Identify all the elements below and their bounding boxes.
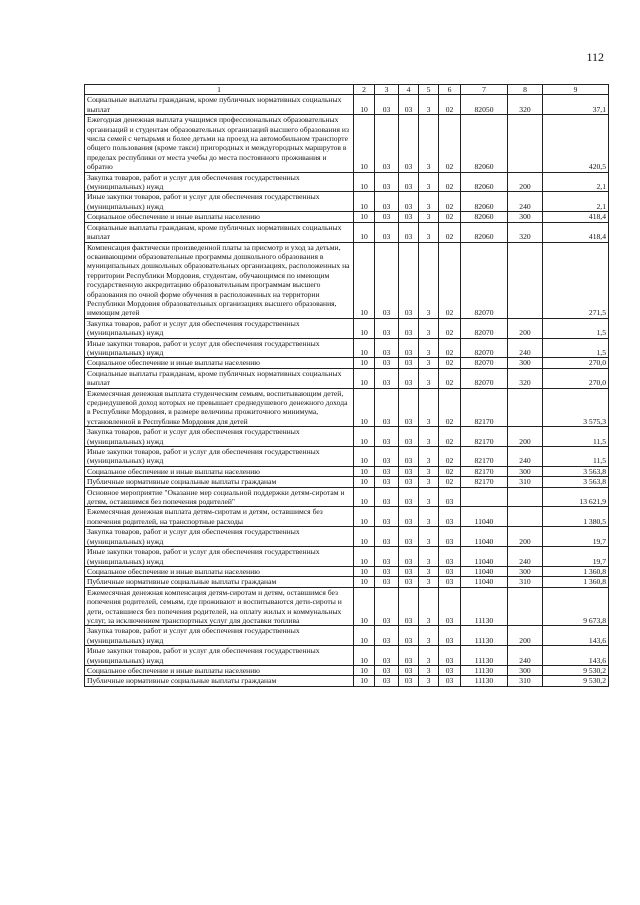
page-number: 112 xyxy=(586,50,604,64)
section-code-cell: 10 xyxy=(354,368,375,388)
section-code-cell: 10 xyxy=(354,587,375,626)
amount-cell: 9 530,2 xyxy=(543,676,609,686)
program-code-cell: 03 xyxy=(399,676,419,686)
amount-cell: 19,7 xyxy=(543,547,609,567)
program-code-cell: 03 xyxy=(399,388,419,427)
row-name-cell: Закупка товаров, работ и услуг для обеспечения государственных (муниципальных) нужд xyxy=(85,427,354,447)
direction-code-cell: 82060 xyxy=(461,115,508,172)
expense-type-code-cell: 200 xyxy=(508,318,543,338)
amount-cell: 1 360,8 xyxy=(543,577,609,587)
amount-cell: 3 563,8 xyxy=(543,466,609,476)
section-code-cell: 10 xyxy=(354,665,375,675)
row-name-cell: Социальное обеспечение и иные выплаты населению xyxy=(85,212,354,222)
section-code-cell: 10 xyxy=(354,192,375,212)
subprogram-code-cell: 3 xyxy=(419,115,439,172)
table-row xyxy=(85,477,609,487)
direction-code-cell: 11040 xyxy=(461,527,508,547)
table-row xyxy=(85,222,609,242)
budget-table xyxy=(84,84,609,687)
subprogram-code-cell: 3 xyxy=(419,95,439,115)
direction-code-cell: 11130 xyxy=(461,665,508,675)
program-code-cell: 03 xyxy=(399,507,419,527)
program-code-cell: 03 xyxy=(399,115,419,172)
direction-code-cell: 82170 xyxy=(461,447,508,467)
row-name-cell: Иные закупки товаров, работ и услуг для обеспечения государственных (муниципальных) нужд xyxy=(85,338,354,358)
subsection-code-cell: 03 xyxy=(375,447,399,467)
subprogram-code-cell: 3 xyxy=(419,676,439,686)
direction-code-cell: 82070 xyxy=(461,368,508,388)
program-code-cell: 03 xyxy=(399,577,419,587)
activity-code-cell: 03 xyxy=(439,577,461,587)
expense-type-code-cell xyxy=(508,507,543,527)
amount-cell: 1,5 xyxy=(543,338,609,358)
table-row xyxy=(85,427,609,447)
section-code-cell: 10 xyxy=(354,547,375,567)
expense-type-code-cell xyxy=(508,115,543,172)
expense-type-code-cell: 200 xyxy=(508,427,543,447)
subsection-code-cell: 03 xyxy=(375,626,399,646)
amount-cell: 2,1 xyxy=(543,172,609,192)
row-name-cell: Закупка товаров, работ и услуг для обеспечения государственных (муниципальных) нужд xyxy=(85,318,354,338)
section-code-cell: 10 xyxy=(354,676,375,686)
expense-type-code-cell: 310 xyxy=(508,676,543,686)
section-code-cell: 10 xyxy=(354,242,375,318)
amount-cell: 420,5 xyxy=(543,115,609,172)
subsection-code-cell: 03 xyxy=(375,222,399,242)
row-name-cell: Иные закупки товаров, работ и услуг для обеспечения государственных (муниципальных) нужд xyxy=(85,646,354,666)
row-name-cell: Компенсация фактически произведенной платы за присмотр и уход за детьми, осваивающими образовательные программы дошкольного образования в муниципальных дошкольных образовательных организациях, расположенных на территории Республики Мордовия, студентам, обучающимся по имеющим государственную аккредитацию образовательным программам высшего образования по очной форме обучения в расположенных на территории Республики Мордовия образовательных организациях высшего образования, имеющим детей xyxy=(85,242,354,318)
subprogram-code-cell: 3 xyxy=(419,477,439,487)
activity-code-cell: 03 xyxy=(439,665,461,675)
subsection-code-cell: 03 xyxy=(375,115,399,172)
amount-cell: 271,5 xyxy=(543,242,609,318)
direction-code-cell: 11130 xyxy=(461,676,508,686)
program-code-cell: 03 xyxy=(399,192,419,212)
program-code-cell: 03 xyxy=(399,626,419,646)
table-row xyxy=(85,318,609,338)
table-row xyxy=(85,527,609,547)
program-code-cell: 03 xyxy=(399,646,419,666)
table-row xyxy=(85,487,609,507)
subprogram-code-cell: 3 xyxy=(419,587,439,626)
direction-code-cell: 11040 xyxy=(461,577,508,587)
activity-code-cell: 02 xyxy=(439,338,461,358)
subsection-code-cell: 03 xyxy=(375,507,399,527)
header-cell-9: 9 xyxy=(543,85,609,95)
program-code-cell: 03 xyxy=(399,477,419,487)
direction-code-cell: 11040 xyxy=(461,547,508,567)
amount-cell: 19,7 xyxy=(543,527,609,547)
table-row xyxy=(85,507,609,527)
header-cell-8: 8 xyxy=(508,85,543,95)
direction-code-cell: 82060 xyxy=(461,172,508,192)
subprogram-code-cell: 3 xyxy=(419,427,439,447)
amount-cell: 418,4 xyxy=(543,222,609,242)
subprogram-code-cell: 3 xyxy=(419,172,439,192)
program-code-cell: 03 xyxy=(399,427,419,447)
amount-cell: 37,1 xyxy=(543,95,609,115)
subsection-code-cell: 03 xyxy=(375,358,399,368)
subsection-code-cell: 03 xyxy=(375,487,399,507)
section-code-cell: 10 xyxy=(354,115,375,172)
activity-code-cell: 02 xyxy=(439,172,461,192)
subsection-code-cell: 03 xyxy=(375,242,399,318)
table-row xyxy=(85,338,609,358)
row-name-cell: Иные закупки товаров, работ и услуг для обеспечения государственных (муниципальных) нужд xyxy=(85,192,354,212)
expense-type-code-cell xyxy=(508,242,543,318)
amount-cell: 9 530,2 xyxy=(543,665,609,675)
row-name-cell: Публичные нормативные социальные выплаты гражданам xyxy=(85,477,354,487)
table-row xyxy=(85,388,609,427)
amount-cell: 11,5 xyxy=(543,447,609,467)
table-row xyxy=(85,577,609,587)
header-cell-4: 4 xyxy=(399,85,419,95)
table-row xyxy=(85,192,609,212)
header-cell-2: 2 xyxy=(354,85,375,95)
direction-code-cell: 11040 xyxy=(461,507,508,527)
amount-cell: 2,1 xyxy=(543,192,609,212)
amount-cell: 3 563,8 xyxy=(543,477,609,487)
subsection-code-cell: 03 xyxy=(375,388,399,427)
activity-code-cell: 03 xyxy=(439,527,461,547)
header-cell-7: 7 xyxy=(461,85,508,95)
subprogram-code-cell: 3 xyxy=(419,507,439,527)
table-row xyxy=(85,242,609,318)
header-cell-6: 6 xyxy=(439,85,461,95)
activity-code-cell: 02 xyxy=(439,318,461,338)
section-code-cell: 10 xyxy=(354,477,375,487)
table-row xyxy=(85,368,609,388)
table-row xyxy=(85,646,609,666)
program-code-cell: 03 xyxy=(399,527,419,547)
activity-code-cell: 03 xyxy=(439,646,461,666)
table-body xyxy=(85,95,609,686)
subprogram-code-cell: 3 xyxy=(419,665,439,675)
row-name-cell: Ежемесячная денежная выплата детям-сиротам и детям, оставшимся без попечения родителей, на транспортные расходы xyxy=(85,507,354,527)
subsection-code-cell: 03 xyxy=(375,477,399,487)
activity-code-cell: 03 xyxy=(439,487,461,507)
activity-code-cell: 02 xyxy=(439,192,461,212)
activity-code-cell: 02 xyxy=(439,368,461,388)
subprogram-code-cell: 3 xyxy=(419,646,439,666)
subsection-code-cell: 03 xyxy=(375,368,399,388)
row-name-cell: Иные закупки товаров, работ и услуг для обеспечения государственных (муниципальных) нужд xyxy=(85,547,354,567)
subsection-code-cell: 03 xyxy=(375,577,399,587)
expense-type-code-cell: 200 xyxy=(508,527,543,547)
table-row xyxy=(85,212,609,222)
subsection-code-cell: 03 xyxy=(375,566,399,576)
subsection-code-cell: 03 xyxy=(375,192,399,212)
subprogram-code-cell: 3 xyxy=(419,368,439,388)
subprogram-code-cell: 3 xyxy=(419,222,439,242)
direction-code-cell: 11130 xyxy=(461,646,508,666)
row-name-cell: Социальное обеспечение и иные выплаты населению xyxy=(85,358,354,368)
row-name-cell: Ежегодная денежная выплата учащимся профессиональных образовательных организаций и студентам образовательных организаций высшего образования из числа семей с четырьмя и более детьми на проезд на автомобильном транспорте общего пользования (кроме такси) пригородных и междугородных маршрутов в пределах республики от места учебы до места постоянного проживания и обратно xyxy=(85,115,354,172)
activity-code-cell: 02 xyxy=(439,427,461,447)
row-name-cell: Публичные нормативные социальные выплаты гражданам xyxy=(85,577,354,587)
direction-code-cell: 11130 xyxy=(461,626,508,646)
amount-cell: 270,0 xyxy=(543,368,609,388)
section-code-cell: 10 xyxy=(354,318,375,338)
expense-type-code-cell: 240 xyxy=(508,646,543,666)
table-row xyxy=(85,115,609,172)
row-name-cell: Закупка товаров, работ и услуг для обеспечения государственных (муниципальных) нужд xyxy=(85,172,354,192)
expense-type-code-cell: 240 xyxy=(508,338,543,358)
subsection-code-cell: 03 xyxy=(375,318,399,338)
table-row xyxy=(85,665,609,675)
direction-code-cell: 82170 xyxy=(461,427,508,447)
row-name-cell: Закупка товаров, работ и услуг для обеспечения государственных (муниципальных) нужд xyxy=(85,626,354,646)
row-name-cell: Основное мероприятие "Оказание мер социальной поддержки детям-сиротам и детям, оставшимся без попечения родителей" xyxy=(85,487,354,507)
section-code-cell: 10 xyxy=(354,95,375,115)
activity-code-cell: 02 xyxy=(439,242,461,318)
program-code-cell: 03 xyxy=(399,587,419,626)
direction-code-cell: 82070 xyxy=(461,358,508,368)
amount-cell: 1 380,5 xyxy=(543,507,609,527)
activity-code-cell: 02 xyxy=(439,388,461,427)
expense-type-code-cell: 240 xyxy=(508,547,543,567)
subsection-code-cell: 03 xyxy=(375,427,399,447)
subprogram-code-cell: 3 xyxy=(419,388,439,427)
expense-type-code-cell: 240 xyxy=(508,192,543,212)
activity-code-cell: 02 xyxy=(439,466,461,476)
row-name-cell: Закупка товаров, работ и услуг для обеспечения государственных (муниципальных) нужд xyxy=(85,527,354,547)
subsection-code-cell: 03 xyxy=(375,547,399,567)
subsection-code-cell: 03 xyxy=(375,466,399,476)
section-code-cell: 10 xyxy=(354,577,375,587)
activity-code-cell: 03 xyxy=(439,507,461,527)
program-code-cell: 03 xyxy=(399,212,419,222)
subprogram-code-cell: 3 xyxy=(419,318,439,338)
program-code-cell: 03 xyxy=(399,95,419,115)
subsection-code-cell: 03 xyxy=(375,338,399,358)
expense-type-code-cell: 310 xyxy=(508,477,543,487)
activity-code-cell: 02 xyxy=(439,212,461,222)
program-code-cell: 03 xyxy=(399,466,419,476)
direction-code-cell: 82170 xyxy=(461,388,508,427)
program-code-cell: 03 xyxy=(399,665,419,675)
subprogram-code-cell: 3 xyxy=(419,577,439,587)
program-code-cell: 03 xyxy=(399,172,419,192)
expense-type-code-cell: 300 xyxy=(508,665,543,675)
row-name-cell: Социальное обеспечение и иные выплаты населению xyxy=(85,466,354,476)
section-code-cell: 10 xyxy=(354,388,375,427)
section-code-cell: 10 xyxy=(354,507,375,527)
direction-code-cell: 82170 xyxy=(461,477,508,487)
subprogram-code-cell: 3 xyxy=(419,358,439,368)
section-code-cell: 10 xyxy=(354,447,375,467)
section-code-cell: 10 xyxy=(354,646,375,666)
section-code-cell: 10 xyxy=(354,338,375,358)
expense-type-code-cell: 300 xyxy=(508,358,543,368)
direction-code-cell: 82070 xyxy=(461,318,508,338)
subprogram-code-cell: 3 xyxy=(419,547,439,567)
activity-code-cell: 03 xyxy=(439,676,461,686)
section-code-cell: 10 xyxy=(354,566,375,576)
subprogram-code-cell: 3 xyxy=(419,447,439,467)
program-code-cell: 03 xyxy=(399,318,419,338)
table-row xyxy=(85,172,609,192)
direction-code-cell: 82050 xyxy=(461,95,508,115)
row-name-cell: Социальные выплаты гражданам, кроме публичных нормативных социальных выплат xyxy=(85,95,354,115)
expense-type-code-cell: 200 xyxy=(508,626,543,646)
table-row xyxy=(85,466,609,476)
section-code-cell: 10 xyxy=(354,626,375,646)
expense-type-code-cell: 240 xyxy=(508,447,543,467)
section-code-cell: 10 xyxy=(354,487,375,507)
table-row xyxy=(85,676,609,686)
row-name-cell: Социальное обеспечение и иные выплаты населению xyxy=(85,665,354,675)
subsection-code-cell: 03 xyxy=(375,212,399,222)
expense-type-code-cell: 320 xyxy=(508,222,543,242)
expense-type-code-cell: 300 xyxy=(508,466,543,476)
table-row xyxy=(85,587,609,626)
table-row xyxy=(85,626,609,646)
subprogram-code-cell: 3 xyxy=(419,487,439,507)
activity-code-cell: 02 xyxy=(439,477,461,487)
subsection-code-cell: 03 xyxy=(375,587,399,626)
table-row xyxy=(85,447,609,467)
subsection-code-cell: 03 xyxy=(375,665,399,675)
amount-cell: 143,6 xyxy=(543,626,609,646)
expense-type-code-cell xyxy=(508,487,543,507)
program-code-cell: 03 xyxy=(399,368,419,388)
header-cell-1: 1 xyxy=(85,85,354,95)
direction-code-cell: 82070 xyxy=(461,242,508,318)
direction-code-cell: 82060 xyxy=(461,212,508,222)
row-name-cell: Социальные выплаты гражданам, кроме публичных нормативных социальных выплат xyxy=(85,368,354,388)
section-code-cell: 10 xyxy=(354,527,375,547)
program-code-cell: 03 xyxy=(399,547,419,567)
direction-code-cell: 82170 xyxy=(461,466,508,476)
activity-code-cell: 03 xyxy=(439,587,461,626)
amount-cell: 270,0 xyxy=(543,358,609,368)
program-code-cell: 03 xyxy=(399,242,419,318)
direction-code-cell: 82060 xyxy=(461,192,508,212)
subsection-code-cell: 03 xyxy=(375,646,399,666)
amount-cell: 11,5 xyxy=(543,427,609,447)
direction-code-cell: 82060 xyxy=(461,222,508,242)
activity-code-cell: 02 xyxy=(439,222,461,242)
activity-code-cell: 02 xyxy=(439,358,461,368)
program-code-cell: 03 xyxy=(399,222,419,242)
subsection-code-cell: 03 xyxy=(375,527,399,547)
subprogram-code-cell: 3 xyxy=(419,527,439,547)
subprogram-code-cell: 3 xyxy=(419,212,439,222)
activity-code-cell: 03 xyxy=(439,626,461,646)
section-code-cell: 10 xyxy=(354,172,375,192)
direction-code-cell: 82070 xyxy=(461,338,508,358)
amount-cell: 13 621,9 xyxy=(543,487,609,507)
expense-type-code-cell xyxy=(508,388,543,427)
activity-code-cell: 02 xyxy=(439,115,461,172)
section-code-cell: 10 xyxy=(354,427,375,447)
program-code-cell: 03 xyxy=(399,487,419,507)
table-row xyxy=(85,566,609,576)
header-cell-3: 3 xyxy=(375,85,399,95)
row-name-cell: Публичные нормативные социальные выплаты гражданам xyxy=(85,676,354,686)
program-code-cell: 03 xyxy=(399,338,419,358)
expense-type-code-cell: 300 xyxy=(508,212,543,222)
row-name-cell: Иные закупки товаров, работ и услуг для обеспечения государственных (муниципальных) нужд xyxy=(85,447,354,467)
subprogram-code-cell: 3 xyxy=(419,242,439,318)
expense-type-code-cell xyxy=(508,587,543,626)
amount-cell: 418,4 xyxy=(543,212,609,222)
amount-cell: 3 575,3 xyxy=(543,388,609,427)
activity-code-cell: 03 xyxy=(439,566,461,576)
amount-cell: 1,5 xyxy=(543,318,609,338)
subprogram-code-cell: 3 xyxy=(419,338,439,358)
activity-code-cell: 02 xyxy=(439,95,461,115)
amount-cell: 143,6 xyxy=(543,646,609,666)
amount-cell: 1 360,8 xyxy=(543,566,609,576)
row-name-cell: Социальное обеспечение и иные выплаты населению xyxy=(85,566,354,576)
direction-code-cell: 11040 xyxy=(461,566,508,576)
activity-code-cell: 03 xyxy=(439,547,461,567)
expense-type-code-cell: 300 xyxy=(508,566,543,576)
section-code-cell: 10 xyxy=(354,358,375,368)
activity-code-cell: 02 xyxy=(439,447,461,467)
section-code-cell: 10 xyxy=(354,466,375,476)
table-header-row xyxy=(85,85,609,95)
subprogram-code-cell: 3 xyxy=(419,466,439,476)
program-code-cell: 03 xyxy=(399,447,419,467)
table-row xyxy=(85,547,609,567)
row-name-cell: Социальные выплаты гражданам, кроме публичных нормативных социальных выплат xyxy=(85,222,354,242)
expense-type-code-cell: 320 xyxy=(508,368,543,388)
subsection-code-cell: 03 xyxy=(375,172,399,192)
row-name-cell: Ежемесячная денежная компенсация детям-сиротам и детям, оставшимся без попечения родителей, семьям, где проживают и воспитываются дети-сироты и дети, оставшиеся без попечения родителей, на оплату жилых и коммунальных услуг, за исключением транспортных услуг для доставки топлива xyxy=(85,587,354,626)
program-code-cell: 03 xyxy=(399,358,419,368)
header-cell-5: 5 xyxy=(419,85,439,95)
program-code-cell: 03 xyxy=(399,566,419,576)
direction-code-cell: 11130 xyxy=(461,587,508,626)
section-code-cell: 10 xyxy=(354,212,375,222)
subsection-code-cell: 03 xyxy=(375,676,399,686)
subsection-code-cell: 03 xyxy=(375,95,399,115)
subprogram-code-cell: 3 xyxy=(419,626,439,646)
amount-cell: 9 673,8 xyxy=(543,587,609,626)
expense-type-code-cell: 320 xyxy=(508,95,543,115)
row-name-cell: Ежемесячная денежная выплата студенческим семьям, воспитывающим детей, среднедушевой доход которых не превышает среднедушевого денежного дохода в Республике Мордовия, в размере величины прожиточного минимума, установленной в Республике Мордовия для детей xyxy=(85,388,354,427)
direction-code-cell xyxy=(461,487,508,507)
expense-type-code-cell: 200 xyxy=(508,172,543,192)
expense-type-code-cell: 310 xyxy=(508,577,543,587)
subprogram-code-cell: 3 xyxy=(419,192,439,212)
subprogram-code-cell: 3 xyxy=(419,566,439,576)
table-row xyxy=(85,358,609,368)
section-code-cell: 10 xyxy=(354,222,375,242)
table-row xyxy=(85,95,609,115)
